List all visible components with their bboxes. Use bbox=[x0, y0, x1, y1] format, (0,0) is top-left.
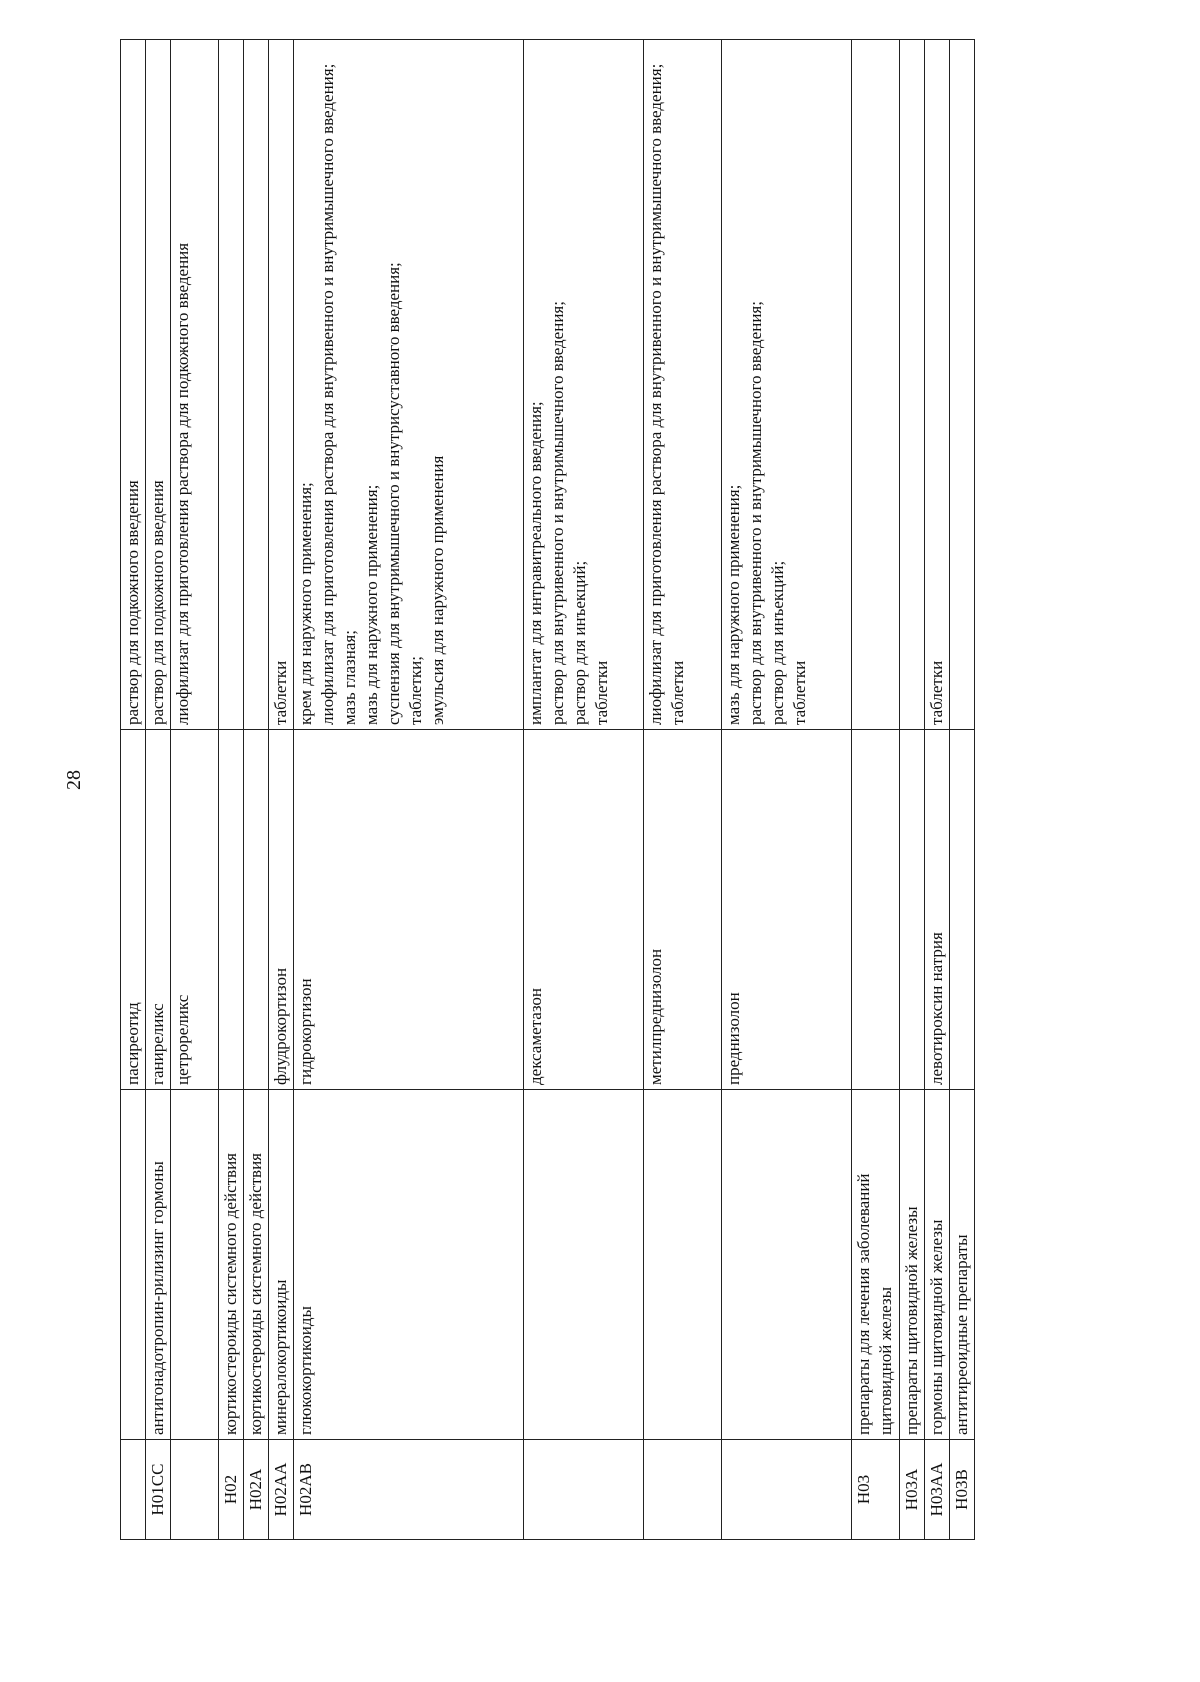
dosage-form-cell: мазь для наружного применения; раствор для внутривенного и внутримышечного введения; раствор для инъекций; таблетки bbox=[722, 40, 852, 730]
dosage-form-cell: лиофилизат для приготовления раствора для внутривенного и внутримышечного введения; таблетки bbox=[644, 40, 722, 730]
table-row bbox=[950, 40, 975, 1540]
table-row bbox=[171, 40, 219, 1540]
dosage-form-cell bbox=[852, 40, 900, 730]
group-cell: препараты для лечения заболеваний щитовидной железы bbox=[852, 1090, 900, 1440]
drug-name-cell: гидрокортизон bbox=[294, 730, 524, 1090]
table-row bbox=[294, 40, 524, 1540]
table-row bbox=[244, 40, 269, 1540]
drug-name-cell: ганиреликс bbox=[146, 730, 171, 1090]
drug-name-cell: преднизолон bbox=[722, 730, 852, 1090]
group-cell: кортикостероиды системного действия bbox=[219, 1090, 244, 1440]
group-cell: препараты щитовидной железы bbox=[900, 1090, 925, 1440]
drug-name-cell: цетрореликс bbox=[171, 730, 219, 1090]
group-cell bbox=[644, 1090, 722, 1440]
drug-name-cell bbox=[900, 730, 925, 1090]
atc-code-cell bbox=[171, 1440, 219, 1540]
dosage-form-cell: имплантат для интравитреального введения; раствор для внутривенного и внутримышечного введения; раствор для инъекций; таблетки bbox=[524, 40, 644, 730]
dosage-form-cell: раствор для подкожного введения bbox=[146, 40, 171, 730]
dosage-form-cell: таблетки bbox=[925, 40, 950, 730]
group-cell: глюкокортикоиды bbox=[294, 1090, 524, 1440]
drug-name-cell bbox=[852, 730, 900, 1090]
dosage-form-cell: раствор для подкожного введения bbox=[121, 40, 146, 730]
drug-name-cell: левотироксин натрия bbox=[925, 730, 950, 1090]
table-row bbox=[121, 40, 146, 1540]
drug-name-cell: метилпреднизолон bbox=[644, 730, 722, 1090]
atc-code-cell: H02A bbox=[244, 1440, 269, 1540]
atc-code-cell: H02AB bbox=[294, 1440, 524, 1540]
table-row bbox=[644, 40, 722, 1540]
table-row bbox=[269, 40, 294, 1540]
group-cell: антитиреоидные препараты bbox=[950, 1090, 975, 1440]
atc-code-cell: H03A bbox=[900, 1440, 925, 1540]
group-cell bbox=[121, 1090, 146, 1440]
page-number: 28 bbox=[63, 770, 85, 790]
group-cell bbox=[524, 1090, 644, 1440]
drug-name-cell: пасиреотид bbox=[121, 730, 146, 1090]
dosage-form-cell: таблетки bbox=[269, 40, 294, 730]
atc-code-cell bbox=[121, 1440, 146, 1540]
group-cell: антигонадотропин-рилизинг гормоны bbox=[146, 1090, 171, 1440]
atc-code-cell: H02 bbox=[219, 1440, 244, 1540]
group-cell: кортикостероиды системного действия bbox=[244, 1090, 269, 1440]
table-row bbox=[852, 40, 900, 1540]
table-row bbox=[925, 40, 950, 1540]
dosage-form-cell bbox=[219, 40, 244, 730]
dosage-form-cell bbox=[244, 40, 269, 730]
table-row bbox=[722, 40, 852, 1540]
table-row bbox=[219, 40, 244, 1540]
dosage-form-cell bbox=[900, 40, 925, 730]
drug-name-cell bbox=[244, 730, 269, 1090]
atc-code-cell: H03B bbox=[950, 1440, 975, 1540]
table-row bbox=[900, 40, 925, 1540]
table-row bbox=[524, 40, 644, 1540]
group-cell bbox=[171, 1090, 219, 1440]
drug-name-cell: флудрокортизон bbox=[269, 730, 294, 1090]
atc-code-cell bbox=[722, 1440, 852, 1540]
group-cell: минералокортикоиды bbox=[269, 1090, 294, 1440]
atc-code-cell: H02AA bbox=[269, 1440, 294, 1540]
dosage-form-cell: лиофилизат для приготовления раствора для подкожного введения bbox=[171, 40, 219, 730]
drug-name-cell: дексаметазон bbox=[524, 730, 644, 1090]
atc-code-cell: H01CC bbox=[146, 1440, 171, 1540]
atc-code-cell: H03 bbox=[852, 1440, 900, 1540]
atc-code-cell: H03AA bbox=[925, 1440, 950, 1540]
table-row bbox=[146, 40, 171, 1540]
dosage-form-cell: крем для наружного применения; лиофилизат для приготовления раствора для внутривенного и внутримышечного введения; мазь глазная; мазь для наружного применения; суспензия для внутримышечного и внутрисуставного введения; таблетки; эмульсия для наружного применения bbox=[294, 40, 524, 730]
atc-code-cell bbox=[524, 1440, 644, 1540]
table-body bbox=[121, 40, 975, 1540]
drug-name-cell bbox=[950, 730, 975, 1090]
drug-classification-table bbox=[120, 39, 975, 1540]
group-cell: гормоны щитовидной железы bbox=[925, 1090, 950, 1440]
rotated-table-container bbox=[120, 40, 1070, 1540]
group-cell bbox=[722, 1090, 852, 1440]
atc-code-cell bbox=[644, 1440, 722, 1540]
drug-name-cell bbox=[219, 730, 244, 1090]
dosage-form-cell bbox=[950, 40, 975, 730]
